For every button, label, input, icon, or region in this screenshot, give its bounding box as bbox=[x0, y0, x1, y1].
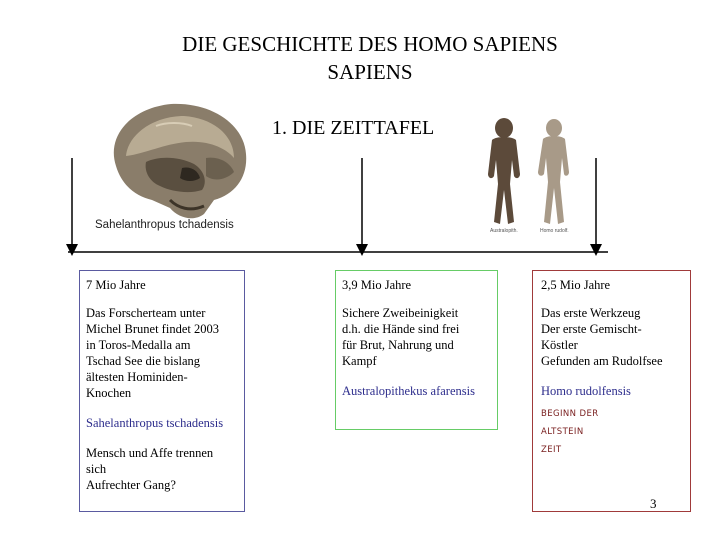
box-species: Australopithekus afarensis bbox=[342, 384, 475, 398]
box-era-line: ZEIT bbox=[541, 445, 562, 455]
info-box-7-mio bbox=[79, 270, 245, 512]
box-species: Sahelanthropus tschadensis bbox=[86, 416, 224, 430]
box-line: Gefunden am Rudolfsee bbox=[541, 354, 663, 368]
skull-caption: Sahelanthropus tchadensis bbox=[95, 219, 234, 231]
box-era-line: ALTSTEIN bbox=[541, 427, 584, 437]
box-line: in Toros-Medalla am bbox=[86, 338, 191, 352]
page-title: DIE GESCHICHTE DES HOMO SAPIENS SAPIENS bbox=[182, 32, 558, 84]
box-date: 7 Mio Jahre bbox=[86, 278, 146, 292]
hominid-label-2: Homo rudolf. bbox=[540, 228, 569, 234]
box-line: Knochen bbox=[86, 386, 132, 400]
box-line: für Brut, Nahrung und bbox=[342, 338, 454, 352]
box-line: Aufrechter Gang? bbox=[86, 478, 176, 492]
info-box-3-9-mio bbox=[335, 270, 498, 430]
box-line: Das Forscherteam unter bbox=[86, 306, 206, 320]
box-line: Tschad See die bislang bbox=[86, 354, 201, 368]
hominid-label-1: Australopith. bbox=[490, 228, 518, 234]
box-line: ältesten Hominiden- bbox=[86, 370, 188, 384]
box-line: Kampf bbox=[342, 354, 377, 368]
box-era-line: BEGINN DER bbox=[541, 409, 599, 419]
page-number: 3 bbox=[650, 496, 657, 511]
box-line: Das erste Werkzeug bbox=[541, 306, 641, 320]
box-line: Mensch und Affe trennen bbox=[86, 446, 214, 460]
info-box-2-5-mio bbox=[532, 270, 691, 512]
box-line: Michel Brunet findet 2003 bbox=[86, 322, 219, 336]
box-line: d.h. die Hände sind frei bbox=[342, 322, 460, 336]
box-date: 3,9 Mio Jahre bbox=[342, 278, 412, 292]
box-line: Sichere Zweibeinigkeit bbox=[342, 306, 459, 320]
page-subtitle: 1. DIE ZEITTAFEL bbox=[272, 117, 435, 139]
box-line: Der erste Gemischt- bbox=[541, 322, 642, 336]
box-line: sich bbox=[86, 462, 107, 476]
box-species: Homo rudolfensis bbox=[541, 384, 631, 398]
box-date: 2,5 Mio Jahre bbox=[541, 278, 611, 292]
box-line: Köstler bbox=[541, 338, 578, 352]
